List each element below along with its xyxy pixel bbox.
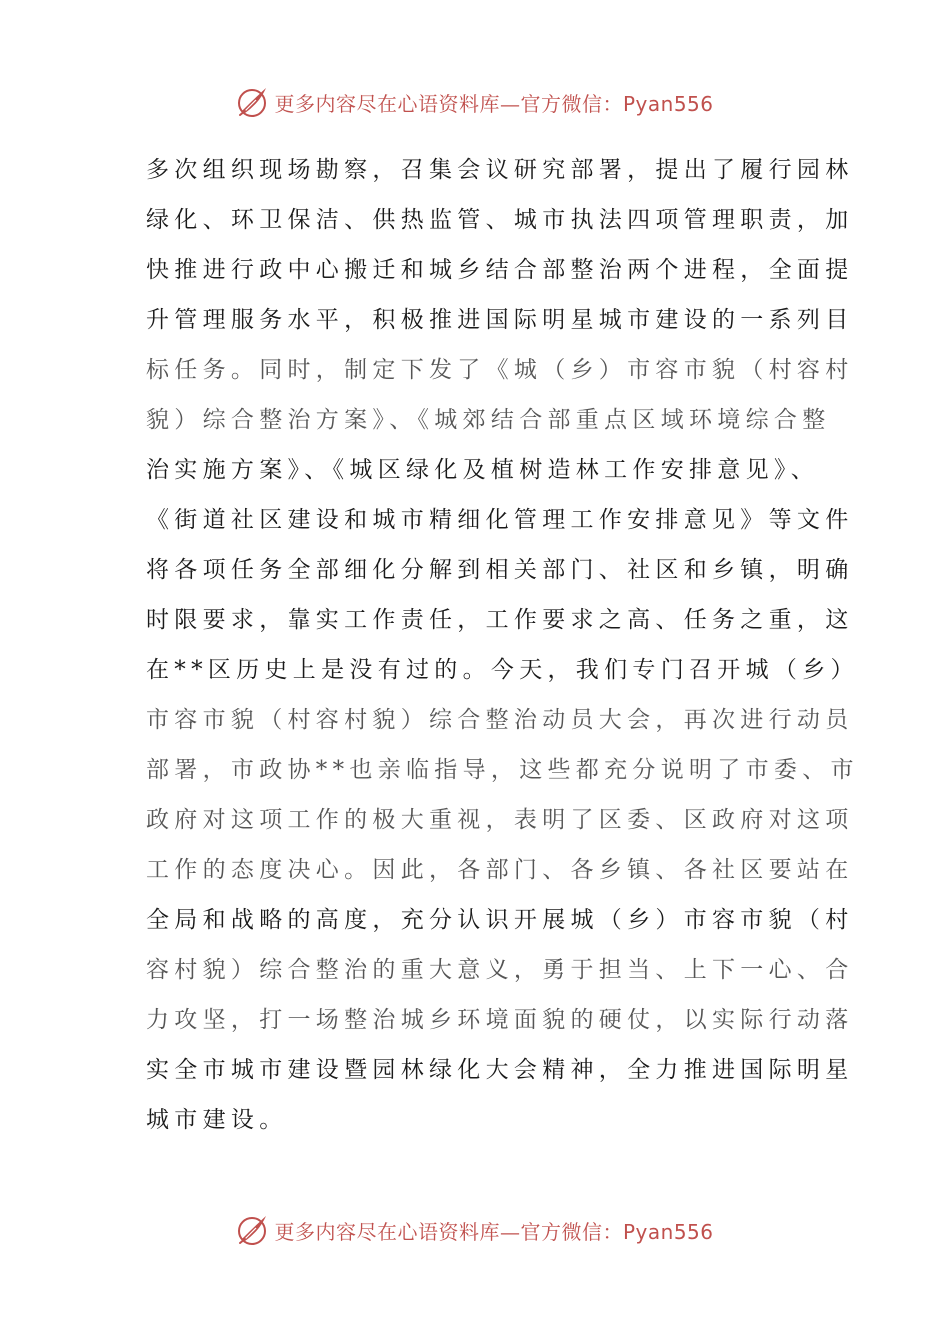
body-line: 实全市城市建设暨园林绿化大会精神，全力推进国际明星 — [146, 1057, 854, 1083]
document-body — [146, 145, 859, 1145]
header-banner — [0, 82, 950, 122]
body-line: 时限要求，靠实工作责任，工作要求之高、任务之重，这 — [146, 607, 854, 633]
banner-text: 更多内容尽在心语资料库—官方微信：Pyan556 — [274, 91, 714, 116]
body-line: 容村貌）综合整治的重大意义，勇于担当、上下一心、合 — [146, 957, 854, 983]
body-line: 市容市貌（村容村貌）综合整治动员大会，再次进行动员 — [146, 707, 854, 733]
body-line: 城市建设。 — [146, 1107, 288, 1133]
body-line: 多次组织现场勘察，召集会议研究部署，提出了履行园林 — [146, 157, 854, 183]
body-line: 力攻坚，打一场整治城乡环境面貌的硬仗，以实际行动落 — [146, 1007, 854, 1033]
body-line: 将各项任务全部细化分解到相关部门、社区和乡镇，明确 — [146, 557, 854, 583]
body-line: 绿化、环卫保洁、供热监管、城市执法四项管理职责，加 — [146, 207, 854, 233]
body-line: 政府对这项工作的极大重视，表明了区委、区政府对这项 — [146, 807, 854, 833]
body-line: 工作的态度决心。因此，各部门、各乡镇、各社区要站在 — [146, 857, 854, 883]
body-line: 治实施方案》、《城区绿化及植树造林工作安排意见》、 — [146, 457, 819, 483]
body-line: 貌）综合整治方案》、《城郊结合部重点区域环境综合整 — [146, 407, 831, 433]
body-line: 标任务。同时，制定下发了《城（乡）市容市貌（村容村 — [146, 357, 854, 383]
body-line: 全局和战略的高度，充分认识开展城（乡）市容市貌（村 — [146, 907, 854, 933]
body-line: 升管理服务水平，积极推进国际明星城市建设的一系列目 — [146, 307, 854, 333]
body-line: 快推进行政中心搬迁和城乡结合部整治两个进程，全面提 — [146, 257, 854, 283]
wechat-id: Pyan556 — [622, 1219, 714, 1244]
banner-text: 更多内容尽在心语资料库—官方微信：Pyan556 — [274, 1219, 714, 1244]
body-line: 部署，市政协**也亲临指导，这些都充分说明了市委、市 — [146, 757, 859, 783]
footer-banner — [0, 1210, 950, 1250]
wechat-id: Pyan556 — [622, 91, 714, 116]
quill-pen-logo-icon — [236, 85, 270, 119]
body-line: 在**区历史上是没有过的。今天，我们专门召开城（乡） — [146, 657, 859, 683]
body-line: 《街道社区建设和城市精细化管理工作安排意见》等文件 — [146, 507, 854, 533]
quill-pen-logo-icon — [236, 1213, 270, 1247]
